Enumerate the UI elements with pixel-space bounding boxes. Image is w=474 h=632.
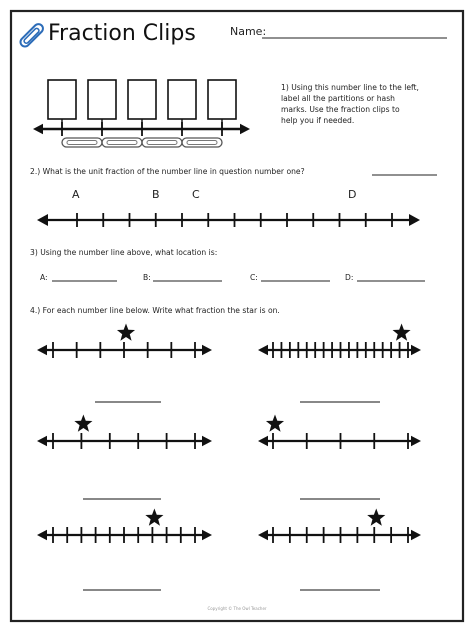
point-label-a: A xyxy=(72,188,80,201)
q3-label-c: C: xyxy=(250,273,258,282)
q3-label-d: D: xyxy=(345,273,354,282)
left-arrow-icon xyxy=(37,530,47,541)
label-box xyxy=(208,80,236,119)
star-icon xyxy=(367,509,385,526)
q3-label-a: A: xyxy=(40,273,48,282)
q4-number-line xyxy=(37,324,212,403)
paper-clip-inner xyxy=(147,141,177,145)
fraction-clips xyxy=(62,138,222,147)
label-box xyxy=(48,80,76,119)
star-icon xyxy=(393,324,411,341)
q3-label-b: B: xyxy=(143,273,151,282)
q1-instructions xyxy=(281,82,461,126)
number-line-q2 xyxy=(37,213,420,227)
label-box xyxy=(168,80,196,119)
label-box-group xyxy=(48,80,236,129)
paper-clip xyxy=(142,138,182,147)
star-icon xyxy=(117,324,135,341)
paperclip-icon xyxy=(19,22,45,48)
left-arrow-icon xyxy=(258,345,268,356)
q4-number-line xyxy=(258,324,421,403)
left-arrow-icon xyxy=(258,530,268,541)
right-arrow-icon xyxy=(411,345,421,356)
label-box xyxy=(88,80,116,119)
paper-clip-inner xyxy=(187,141,217,145)
point-label-b: B xyxy=(152,188,160,201)
point-label-c: C xyxy=(192,188,200,201)
number-line-q1 xyxy=(33,122,250,136)
q4-number-line xyxy=(37,509,212,591)
paper-clip xyxy=(62,138,102,147)
q4-number-lines xyxy=(37,324,421,591)
left-arrow-icon xyxy=(37,214,48,226)
left-arrow-icon xyxy=(258,436,268,447)
label-box xyxy=(128,80,156,119)
paper-clip-inner xyxy=(67,141,97,145)
q4-number-line xyxy=(258,509,421,591)
q2-text: 2.) What is the unit fraction of the number line in question number one? xyxy=(30,167,305,176)
paper-clip-inner xyxy=(107,141,137,145)
right-arrow-icon xyxy=(202,530,212,541)
star-icon xyxy=(145,509,163,526)
q4-number-line xyxy=(37,415,212,500)
paper-clip xyxy=(182,138,222,147)
q1-line-3: marks. Use the fraction clips to xyxy=(281,105,400,114)
left-arrow-icon xyxy=(33,124,43,135)
right-arrow-icon xyxy=(411,436,421,447)
right-arrow-icon xyxy=(411,530,421,541)
star-icon xyxy=(266,415,284,432)
q1-line-1: 1) Using this number line to the left, xyxy=(281,83,419,92)
q3-text: 3) Using the number line above, what location is: xyxy=(30,248,218,257)
q1-line-2: label all the partitions or hash xyxy=(281,94,395,103)
left-arrow-icon xyxy=(37,345,47,356)
page-title: Fraction Clips xyxy=(48,21,196,46)
left-arrow-icon xyxy=(37,436,47,447)
point-label-d: D xyxy=(348,188,357,201)
right-arrow-icon xyxy=(202,436,212,447)
right-arrow-icon xyxy=(240,124,250,135)
right-arrow-icon xyxy=(202,345,212,356)
paper-clip xyxy=(102,138,142,147)
q4-number-line xyxy=(258,415,421,500)
copyright-text: Copyright © The Owl Teacher xyxy=(207,606,267,611)
star-icon xyxy=(74,415,92,432)
right-arrow-icon xyxy=(409,214,420,226)
q1-line-4: help you if needed. xyxy=(281,116,355,125)
q4-text: 4.) For each number line below. Write what fraction the star is on. xyxy=(30,306,280,315)
name-label: Name: xyxy=(230,25,267,38)
